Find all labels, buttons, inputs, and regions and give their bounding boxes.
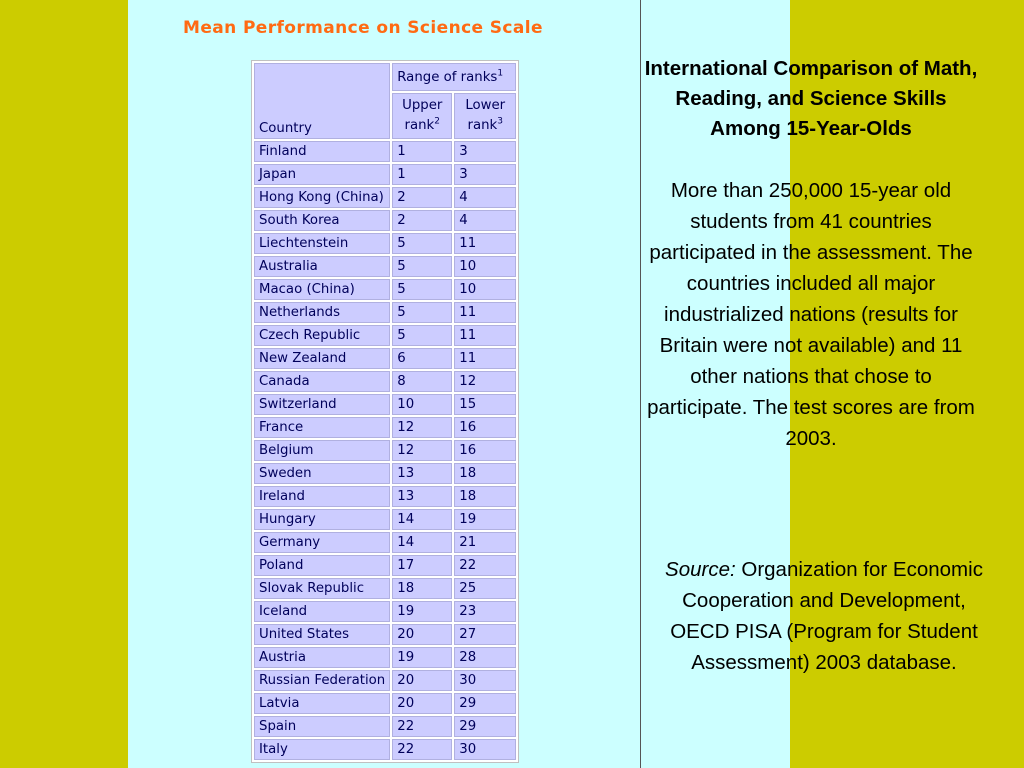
lower-rank-cell: 28 <box>454 647 516 668</box>
upper-rank-cell: 18 <box>392 578 452 599</box>
upper-rank-header: Upper rank$^2$ <box>392 93 452 139</box>
country-header: Country <box>254 63 390 139</box>
country-cell: Hong Kong (China) <box>254 187 390 208</box>
country-cell: Ireland <box>254 486 390 507</box>
country-cell: Russian Federation <box>254 670 390 691</box>
upper-rank-cell: 17 <box>392 555 452 576</box>
table-row <box>254 486 516 507</box>
table-row <box>254 302 516 323</box>
table-row <box>254 693 516 714</box>
country-cell: Italy <box>254 739 390 760</box>
upper-rank-cell: 13 <box>392 486 452 507</box>
upper-rank-cell: 5 <box>392 256 452 277</box>
lower-rank-cell: 21 <box>454 532 516 553</box>
table-row <box>254 210 516 231</box>
country-cell: New Zealand <box>254 348 390 369</box>
table-row <box>254 233 516 254</box>
lower-rank-cell: 16 <box>454 417 516 438</box>
country-cell: Finland <box>254 141 390 162</box>
lower-rank-cell: 23 <box>454 601 516 622</box>
country-cell: South Korea <box>254 210 390 231</box>
table-row <box>254 578 516 599</box>
country-cell: Sweden <box>254 463 390 484</box>
lower-rank-cell: 3 <box>454 164 516 185</box>
country-cell: Australia <box>254 256 390 277</box>
upper-rank-cell: 14 <box>392 509 452 530</box>
lower-rank-cell: 19 <box>454 509 516 530</box>
upper-rank-cell: 1 <box>392 141 452 162</box>
lower-rank-cell: 18 <box>454 486 516 507</box>
lower-rank-cell: 30 <box>454 670 516 691</box>
upper-rank-cell: 20 <box>392 624 452 645</box>
lower-rank-cell: 15 <box>454 394 516 415</box>
table-row <box>254 440 516 461</box>
table-row <box>254 716 516 737</box>
upper-rank-cell: 1 <box>392 164 452 185</box>
lower-rank-cell: 3 <box>454 141 516 162</box>
upper-rank-cell: 12 <box>392 417 452 438</box>
table-row <box>254 325 516 346</box>
table-row <box>254 187 516 208</box>
table-row <box>254 394 516 415</box>
table-row <box>254 279 516 300</box>
upper-rank-cell: 5 <box>392 233 452 254</box>
country-cell: Iceland <box>254 601 390 622</box>
upper-rank-cell: 5 <box>392 279 452 300</box>
lower-rank-cell: 12 <box>454 371 516 392</box>
lower-rank-cell: 11 <box>454 302 516 323</box>
table-row <box>254 555 516 576</box>
country-cell: Switzerland <box>254 394 390 415</box>
country-cell: Poland <box>254 555 390 576</box>
country-cell: Japan <box>254 164 390 185</box>
lower-rank-cell: 27 <box>454 624 516 645</box>
upper-rank-cell: 6 <box>392 348 452 369</box>
country-cell: Germany <box>254 532 390 553</box>
upper-rank-cell: 2 <box>392 210 452 231</box>
lower-rank-cell: 11 <box>454 325 516 346</box>
country-cell: Slovak Republic <box>254 578 390 599</box>
upper-rank-cell: 5 <box>392 325 452 346</box>
table-row <box>254 532 516 553</box>
lower-rank-cell: 25 <box>454 578 516 599</box>
range-of-ranks-header: Range of ranks$^1$ <box>392 63 516 91</box>
source-label: Source: <box>665 558 736 581</box>
table-row <box>254 417 516 438</box>
table-row <box>254 371 516 392</box>
upper-rank-cell: 19 <box>392 601 452 622</box>
table-row <box>254 601 516 622</box>
table-row <box>254 647 516 668</box>
source-text: Organization for Economic Cooperation and Development, OECD PISA (Program for Student Assessment) 2003 database. <box>670 558 983 674</box>
table-row <box>254 164 516 185</box>
table-row <box>254 141 516 162</box>
upper-rank-cell: 12 <box>392 440 452 461</box>
table-row <box>254 256 516 277</box>
lower-rank-cell: 29 <box>454 693 516 714</box>
country-cell: Austria <box>254 647 390 668</box>
upper-rank-cell: 13 <box>392 463 452 484</box>
upper-rank-cell: 22 <box>392 739 452 760</box>
table-row <box>254 624 516 645</box>
lower-rank-cell: 22 <box>454 555 516 576</box>
lower-rank-header: Lower rank$^3$ <box>454 93 516 139</box>
country-cell: France <box>254 417 390 438</box>
left-olive-band <box>0 0 128 768</box>
country-cell: Netherlands <box>254 302 390 323</box>
science-rank-table <box>251 60 519 763</box>
country-cell: United States <box>254 624 390 645</box>
table-row <box>254 670 516 691</box>
country-cell: Latvia <box>254 693 390 714</box>
lower-rank-cell: 16 <box>454 440 516 461</box>
table-body <box>254 141 516 760</box>
upper-rank-cell: 22 <box>392 716 452 737</box>
side-source <box>655 554 993 678</box>
side-description: More than 250,000 15-year old students from 41 countries participated in the assessment. The countries included all major industrialized nations (results for Britain were not available) and 11 other nations that chose to participate. The test scores are from 2003. <box>647 179 975 450</box>
lower-rank-cell: 18 <box>454 463 516 484</box>
lower-rank-cell: 10 <box>454 256 516 277</box>
upper-rank-cell: 14 <box>392 532 452 553</box>
table-row <box>254 509 516 530</box>
upper-rank-cell: 2 <box>392 187 452 208</box>
upper-rank-cell: 19 <box>392 647 452 668</box>
lower-rank-cell: 4 <box>454 210 516 231</box>
country-cell: Czech Republic <box>254 325 390 346</box>
country-cell: Belgium <box>254 440 390 461</box>
side-title: International Comparison of Math, Reading, and Science Skills Among 15-Year-Olds <box>644 57 978 140</box>
country-cell: Liechtenstein <box>254 233 390 254</box>
lower-rank-cell: 4 <box>454 187 516 208</box>
lower-rank-cell: 11 <box>454 233 516 254</box>
country-cell: Spain <box>254 716 390 737</box>
upper-rank-cell: 10 <box>392 394 452 415</box>
upper-rank-cell: 20 <box>392 693 452 714</box>
lower-rank-cell: 30 <box>454 739 516 760</box>
lower-rank-cell: 29 <box>454 716 516 737</box>
lower-rank-cell: 11 <box>454 348 516 369</box>
country-cell: Hungary <box>254 509 390 530</box>
upper-rank-cell: 5 <box>392 302 452 323</box>
table-row <box>254 348 516 369</box>
upper-rank-cell: 20 <box>392 670 452 691</box>
upper-rank-cell: 8 <box>392 371 452 392</box>
country-cell: Canada <box>254 371 390 392</box>
table-title: Mean Performance on Science Scale <box>183 18 543 38</box>
country-cell: Macao (China) <box>254 279 390 300</box>
table-row <box>254 739 516 760</box>
lower-rank-cell: 10 <box>454 279 516 300</box>
table-row <box>254 463 516 484</box>
